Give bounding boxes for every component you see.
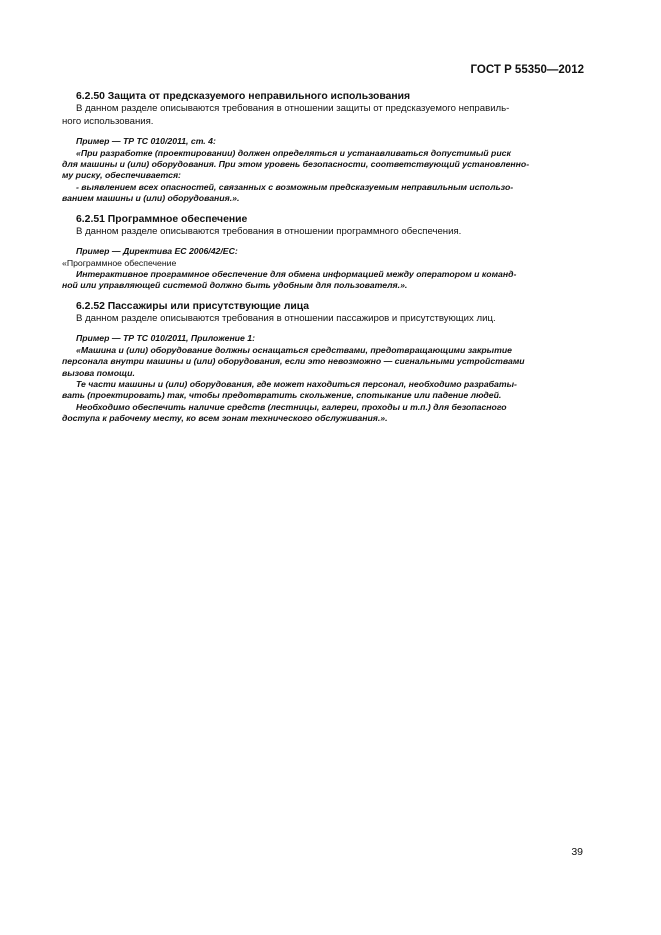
page-number: 39 <box>571 846 583 858</box>
example-label: Пример — Директива ЕС 2006/42/ЕС: <box>76 246 238 257</box>
example-text-line: вызова помощи. <box>62 367 135 378</box>
example-text-line: для машины и (или) оборудования. При этом уровень безопасности, соответствующий установленно- <box>62 159 530 169</box>
example-label: Пример — ТР ТС 010/2011, ст. 4: <box>76 136 216 147</box>
section-body-line: В данном разделе описываются требования в отношении пассажиров и присутствующих лиц. <box>76 312 496 324</box>
example-text-line: му риску, обеспечивается: <box>62 170 181 181</box>
section-body-line: ного использования. <box>62 115 154 127</box>
example-text-line: ной или управляющей системой должно быть удобным для пользователя.». <box>62 280 408 291</box>
example-text-line: Те части машины и (или) оборудования, где может находиться персонал, необходимо разрабаты- <box>76 379 517 390</box>
example-text-line: - выявлением всех опасностей, связанных с возможным предсказуемым неправильным использо- <box>76 181 514 192</box>
section-body-line: В данном разделе описываются требования в отношении защиты от предсказуемого неправиль- <box>76 103 510 114</box>
section-title-6-2-52: 6.2.52 Пассажиры или присутствующие лица <box>76 300 310 312</box>
section-title-6-2-50: 6.2.50 Защита от предсказуемого неправильного использования <box>76 91 411 102</box>
example-text-line: вать (проектировать) так, чтобы предотвратить скольжение, спотыкание или падение людей. <box>62 390 502 401</box>
example-text-line: «Машина и (или) оборудование должны оснащаться средствами, предотвращающими закрытие <box>76 344 512 355</box>
section-body-line: В данном разделе описываются требования в отношении программного обеспечения. <box>76 225 462 237</box>
example-text-line: доступа к рабочему месту, ко всем зонам технического обслуживания.». <box>62 413 388 424</box>
example-quote-heading: «Программное обеспечение <box>62 257 177 268</box>
example-text-line: Необходимо обеспечить наличие средств (лестницы, галереи, проходы и т.п.) для безопасного <box>76 401 507 412</box>
page-content <box>62 90 584 425</box>
example-text-line: ванием машины и (или) оборудования.». <box>62 193 240 204</box>
example-label: Пример — ТР ТС 010/2011, Приложение 1: <box>76 333 255 344</box>
example-text-line: Интерактивное программное обеспечение для обмена информацией между оператором и команд- <box>76 269 517 280</box>
document-header: ГОСТ Р 55350—2012 <box>470 64 584 76</box>
section-title-6-2-51: 6.2.51 Программное обеспечение <box>76 213 248 225</box>
example-text-line: персонала внутри машины и (или) оборудования, если это невозможно — сигнальными устройствами <box>62 356 525 367</box>
example-text-line: «При разработке (проектировании) должен определяться и устанавливаться допустимый риск <box>76 147 511 158</box>
